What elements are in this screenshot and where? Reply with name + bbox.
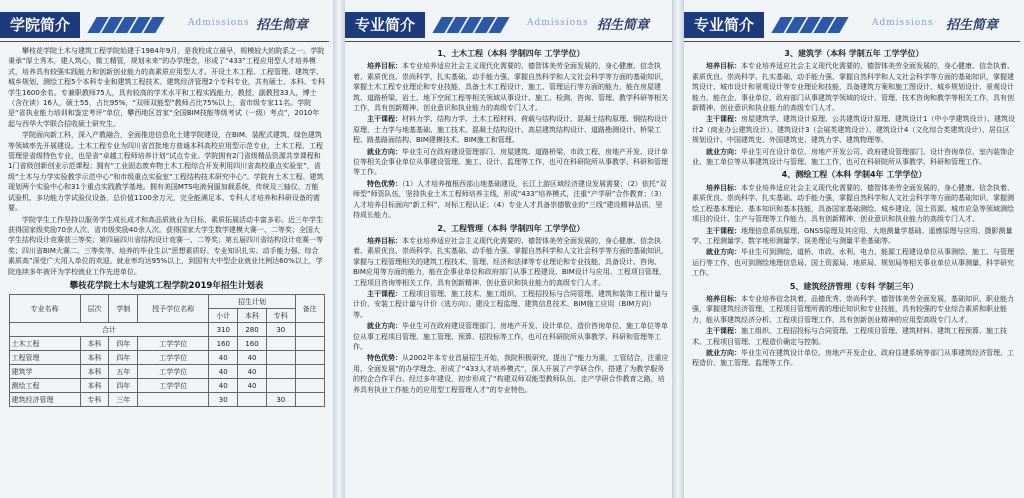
total-label: 合计: [9, 323, 209, 337]
table-row: [9, 393, 324, 407]
enrollment-plan-table: [9, 294, 325, 407]
paragraph: [353, 179, 669, 221]
page-fold: [333, 0, 345, 498]
table-cell: [138, 393, 209, 407]
label: 培养目标：: [706, 183, 741, 192]
table-cell: 40: [209, 365, 238, 379]
header-rule: [684, 41, 1020, 42]
text: 工程项目管理、施工技术、施工组织、工程招投标与合同管理、建筑和装饰工程计量与计价、安装工程计量与计价（选方向）、建设工程监理、建筑信息技术、BIM施工应用（BIM方向）等。: [353, 289, 668, 319]
table-cell: 280: [238, 323, 267, 337]
label: 培养目标：: [706, 62, 741, 71]
table-row-total: [9, 323, 324, 337]
label: 培养目标：: [367, 62, 402, 71]
major-title: 2、工程管理（本科 学制四年 工学学位）: [437, 223, 585, 233]
panel-majors-2: [684, 0, 1024, 498]
table-cell: [295, 323, 324, 337]
paragraph: [692, 61, 1016, 113]
text: 本专业培养适应社会主义现代化需要的、德智体美劳全面发展的，身心健康、信念执着、素质优良、崇尚科学、扎实基础、动手能力强，掌握自然科学和人文社会科学等方面的基础知识，掌握测绘工程基本理论、基本知识和基本技能，具备国家基础测绘、城乡建设、国土资源、城市应急等领域测绘项目的设计、生产与管理等工作能力，具有创新精神、创业意识和执业能力的高级专门人才。: [692, 183, 1014, 224]
text: 材料力学、结构力学、土木工程材料、荷载与结构设计、混凝土结构原理、钢结构设计原理、土力学与地基基础、施工技术、混凝土结构设计、高层建筑结构设计、道路勘测设计、桥梁工程、路基路面结构、BIM建模技术、BIM施工和管理。: [353, 115, 668, 145]
section-header: [0, 8, 333, 42]
header-rule: [0, 41, 329, 42]
paragraph: [353, 147, 669, 178]
paragraph: [353, 289, 669, 320]
college-intro-text: [0, 42, 333, 407]
table-cell: 本科: [80, 337, 109, 351]
table-cell: [295, 379, 324, 393]
label: 特色优势：: [367, 179, 402, 188]
table-cell: 四年: [109, 379, 138, 393]
table-row: [9, 337, 324, 351]
paragraph: [353, 353, 669, 395]
table-cell: [295, 365, 324, 379]
table-cell: [266, 365, 295, 379]
brand-label: 招生简章: [597, 18, 650, 33]
section-title: 学院简介: [0, 12, 80, 38]
table-cell: 工学学位: [138, 337, 209, 351]
paragraph: [692, 114, 1016, 145]
label: 就业方向：: [706, 348, 741, 357]
label: 主干课程：: [706, 115, 741, 124]
text: 本专业培养适应社会主义现代化需要的、德智体美劳全面发展的，身心健康、信念执着、素质优良、崇尚科学，扎实基础、动手能力强、掌握自然科学和人文社会科学等方面的基础知识，掌握土木工程专业理论和专业技能，具备土木工程设计、施工、管理运行等方面的能力，能在房屋建筑、道路桥梁、岩土、地下空间工程等相关领域从事设计、施工、检测、咨询、管理、教学科研等相关工作，具有创新精神、创业意识和执业能力的高级专门人才。: [353, 62, 668, 113]
table-cell: 30: [266, 393, 295, 407]
paragraph: [692, 183, 1016, 225]
admissions-label: Admissions: [872, 18, 934, 28]
major-title: 5、建筑经济管理（专科 学制三年）: [789, 281, 919, 291]
table-row: [9, 365, 324, 379]
section-title: 专业简介: [345, 12, 425, 38]
table-cell: 三年: [109, 393, 138, 407]
text: 毕业生可在建筑设计单位、房地产开发企业、政府住建系统等部门从事建筑经济管理、工程造价、施工管理、监理等工作。: [692, 348, 1014, 368]
table-cell: 本科: [80, 365, 109, 379]
table-cell: [266, 337, 295, 351]
paragraph: 学院学生工作坚持以服务学生成长成才和高品质就业为目标，素质拓展活动丰富多彩。近三年学生获得国家级奖励70余人次、省市级奖励40余人次。获得国家大学生数学建模大赛一、二等奖；全国大学生结构设计竞赛获三等奖；第四届四川省结构设计竞赛一、二等奖；第五届四川省结构设计竞赛一等奖；四川省BIM大赛二、三等奖等。培养的毕业生以“思想素质好、专业知识扎实、动手能力强、综合素质高”深受广大用人单位的欢迎。就业率均达95%以上，到国有大中型企业就业比例达60%以上，学院连续多年被评为学校就业工作先进单位。: [8, 215, 323, 276]
table-subheader: 小计: [209, 309, 238, 323]
text: 毕业生可在政府建设管理部门、房屋建筑、道路桥梁、市政工程、房地产开发、设计单位等相关企事业单位从事建设管理、施工、设计、监理等工作，也可在科研院所从事教学、科研和管理等工作。: [353, 147, 668, 177]
page-fold: [672, 0, 684, 498]
table-cell: [238, 393, 267, 407]
label: 主干课程：: [367, 289, 402, 298]
paragraph: [353, 114, 669, 145]
text: 施工组织、工程招投标与合同管理、工程项目管理、建筑材料、建筑工程预算、施工技术、工程项目管理、工程造价确定与控制。: [692, 327, 1007, 346]
section-title: 专业简介: [684, 12, 764, 38]
text: 毕业生可到测绘、道桥、市政、水利、电力、能源工程建设单位从事测绘、施工、与管理运行等工作，也可到测绘地理信息局、国土资源局、地质局、规划局等相关事业单位从事测量、科学研究工作。: [692, 248, 1014, 278]
table-cell: 建筑学: [9, 365, 80, 379]
table-cell: 测绘工程: [9, 379, 80, 393]
brand-label: 招生简章: [256, 18, 309, 33]
paragraph: [692, 294, 1016, 325]
brand-label: 招生简章: [946, 18, 999, 33]
table-cell: 310: [209, 323, 238, 337]
table-cell: 本科: [80, 379, 109, 393]
table-cell: 40: [238, 365, 267, 379]
table-cell: 建筑经济管理: [9, 393, 80, 407]
table-header: 授予学位名称: [138, 295, 209, 323]
table-cell: 160: [209, 337, 238, 351]
chevron-decoration: [776, 17, 844, 33]
table-cell: 工学学位: [138, 351, 209, 365]
label: 特色优势：: [367, 354, 402, 363]
table-header: 学制: [109, 295, 138, 323]
table-cell: [266, 379, 295, 393]
text: 地理信息系统原理、GNSS原理及其应用、大地测量学基础、遥感原理与应用、摄影测量学、工程测量学、数字地形测量学、误差理论与测量平差基础等。: [692, 226, 1013, 245]
admissions-label: Admissions: [527, 18, 589, 28]
text: 从2002年本专业首届招生开始，我院积极研究，提出了“能力为重，工管结合，注重应用，全面发展”的办学理念，形成了“433人才培养模式”，深入开展了产学研合作，搭建了为教学服务的校企合作平台。经过多年建设，初步形成了“构建双师双能型教师队伍，走产学研合作教育之路，培养具有执业工作能力的应用型工程管理人才”的专业特色。: [353, 354, 669, 394]
paragraph: 学院面向新工科，深入产教融合，全面推进信息化土建学院建设，在BIM、装配式建筑、绿色建筑等领域率先开展建设。土木工程专业为四川省首批地方普通本科高校应用型示范专业，土木工程、工程管理是省级特色专业，也是省“卓越工程师培养计划”试点专业。学院拥有2门省级精品资源共享课程和1门省级创新创业示范课程；拥有“工业固态废弃物土木工程综合开发利用四川省高校重点实验室”，省级“土木与力学实验教学示范中心”和市级重点实验室“工程结构技术研究中心”。学院有土木工程、建筑现划两个实验中心和31个重点实践教学基地。拥有美国MTS电液伺服加载系统，传统及三轴仪、万能试验机、多功能力学试验仪设备，总价值1100余万元，完全能满足本、专科人才培养和科研设备的需要。: [8, 131, 324, 213]
section-header: [345, 8, 677, 42]
text: 本专业培养适应社会主义现代化需要的、德智体美劳全面发展的，身心健康、信念执着、素质优良、崇尚科学、扎实基础、动手能力强、掌握自然科学和人文社会科学等方面的基础知识，掌握与工程管理相关的建筑工程技术、管理、经济和法律等专业理论和专业技能，具备设计、咨询、BIM应用等方面的能力，能在企事业单位和政府部门从事工程建设、BIM设计与应用、工程项目管理、工程项目咨询等相关工作，具有创新精神、创业意识和执业能力的高级专门人才。: [353, 236, 668, 287]
paragraph: [353, 61, 669, 113]
table-cell: 本科: [80, 351, 109, 365]
label: 主干课程：: [367, 115, 402, 124]
table-cell: 专科: [80, 393, 109, 407]
table-row: [9, 379, 324, 393]
table-row: [9, 351, 324, 365]
major-title: 3、建筑学（本科 学制五年 工学学位）: [784, 49, 924, 58]
label: 就业方向：: [706, 248, 741, 257]
table-cell: 工程管理: [9, 351, 80, 365]
label: 就业方向：: [367, 322, 402, 331]
label: 培养目标：: [367, 236, 402, 245]
table-header: 层次: [80, 295, 109, 323]
text: 本专业培养信念执着、品德优秀、崇尚科学，德智体美劳全面发展，基础知识、职业能力强，掌握建筑经济管理、工程项目管理所需的理论知识和专业技能，具有较强的专业综合素质和职业能力，能从事建筑经济分析、工程项目管理工作，具有创新创业精神的应用型高级专门人才。: [692, 294, 1014, 324]
table-cell: 四年: [109, 351, 138, 365]
paragraph: [353, 321, 669, 352]
majors-text: [345, 42, 677, 395]
table-cell: 40: [209, 351, 238, 365]
table-cell: 40: [238, 379, 267, 393]
label: 主干课程：: [706, 327, 741, 336]
table-cell: 五年: [109, 365, 138, 379]
panel-college-intro: [0, 0, 333, 498]
text: 本专业培养适应社会主义现代化需要的、德智体美劳全面发展的，身心健康、信念执着、素质优良、崇尚科学、扎实基础、动手能力强、掌握自然科学和人文社会科学等方面的基础知识，掌握建筑设计、城市设计和景观设计等专业理论和技能，具备建筑方案和施工图设计、城乡规划设计、景观设计能力，能在企、事业单位、政府部门从事建筑学领域的设计、管理、技术咨询和教学等相关工作，具有创新精神、创业意识和执业能力的高级专门人才。: [692, 62, 1014, 113]
label: 就业方向：: [706, 147, 741, 156]
label: 主干课程：: [706, 226, 741, 235]
paragraph: [692, 226, 1016, 247]
text: （1）人才培养植根西部山地基础建设，长江上游区域经济建设发展需要；（2）依托“双师型”师资队伍，坚持执业土木工程师培养主线，形成“433”培养模式，注重“产学研”合作教育；（3）人才培养目标面向“新工科”，对标工程认证；（4）专业人才具备崇德敬业的“三线”建设精神品质，坚持成长能力。: [353, 179, 667, 220]
table-subheader: 专科: [266, 309, 295, 323]
table-cell: 四年: [109, 337, 138, 351]
major-title: 4、测绘工程（本科 学制4年 工学学位）: [781, 170, 927, 180]
majors-text: [684, 42, 1024, 369]
paragraph: [692, 147, 1016, 168]
table-cell: 160: [238, 337, 267, 351]
section-header: [684, 8, 1024, 42]
table-cell: 40: [209, 379, 238, 393]
paragraph: [353, 236, 669, 288]
table-cell: 工学学位: [138, 365, 209, 379]
table-cell: 30: [209, 393, 238, 407]
table-cell: 土木工程: [9, 337, 80, 351]
text: 毕业生可在政府建设管理部门、房地产开发、设计单位、造价咨询单位、施工单位等单位从事工程项目管理、施工管理、预算、招投标等工作，也可在科研院所从事教学、科研和管理等工作。: [353, 322, 668, 351]
enrollment-plan-title: 攀枝花学院土木与建筑工程学院2019年招生计划表: [69, 280, 264, 291]
table-cell: 40: [238, 351, 267, 365]
table-subheader: 本科: [238, 309, 267, 323]
paragraph: [692, 326, 1016, 347]
paragraph: [692, 348, 1016, 369]
table-cell: [266, 351, 295, 365]
panel-majors-1: [345, 0, 677, 498]
paragraph: 攀枝花学院土木与建筑工程学院始建于1984年9月，是我校成立最早，规模较大的院系之一。学院秉承“厚土秀木，建人筑心，微工精管，规划未来”的办学理念，形成了“433”工程应用型人才培养模式，培养具有较强实践能力和创新创业能力的高素质应用型人才。开设土木工程、工程管理、建筑学、城乡规划、测绘工程5个本科专业和建筑工程技术、建筑经济管理2个专科专业，共有硕士、本科、专科学生1600余名。专兼职教师75人，具有较高的学术水平和工程实践能力，教授、副教授33人，博士（含在读）16人，硕士55，占比95%，“双师双能型”教师占比75%以上，省市级专家11名。学院是“省执业能力培训和鉴定考评”单位，攀西地区首家“全国BIM技能等级考试（一级）考点”，2010年起与西华大学联合招收硕士研究生。: [8, 47, 325, 128]
table-header: 备注: [295, 295, 324, 323]
text: 房屋建筑学、建筑设计原理、公共建筑设计原理、建筑设计1（中小学建筑设计）、建筑设计2（商业办公建筑设计）、建筑设计3（会展类建筑设计）、建筑设计4（文化综合类建筑设计）、居住区规划设计、中国建筑史、外国建筑史、建筑力学、建筑物理等。: [692, 115, 1015, 145]
text: 毕业生可在设计单位、房地产开发公司、政府建设管理部门、设计咨询单位、室内装饰企业、施工单位等从事建筑设计与管理、施工工作，也可在科研院所从事教学、科研和管理工作。: [692, 147, 1014, 167]
label: 培养目标：: [706, 294, 741, 303]
table-cell: [295, 393, 324, 407]
paragraph: [692, 247, 1016, 278]
chevron-decoration: [437, 17, 505, 33]
admissions-label: Admissions: [188, 18, 250, 28]
table-cell: 工学学位: [138, 379, 209, 393]
chevron-decoration: [92, 17, 160, 33]
major-title: 1、土木工程（本科 学制四年 工学学位）: [437, 49, 585, 58]
table-header: 专业名称: [9, 295, 80, 323]
table-cell: [295, 351, 324, 365]
label: 就业方向：: [367, 147, 402, 156]
table-cell: 30: [266, 323, 295, 337]
table-header: 招生计划: [209, 295, 295, 309]
table-cell: [295, 337, 324, 351]
header-rule: [345, 41, 673, 42]
